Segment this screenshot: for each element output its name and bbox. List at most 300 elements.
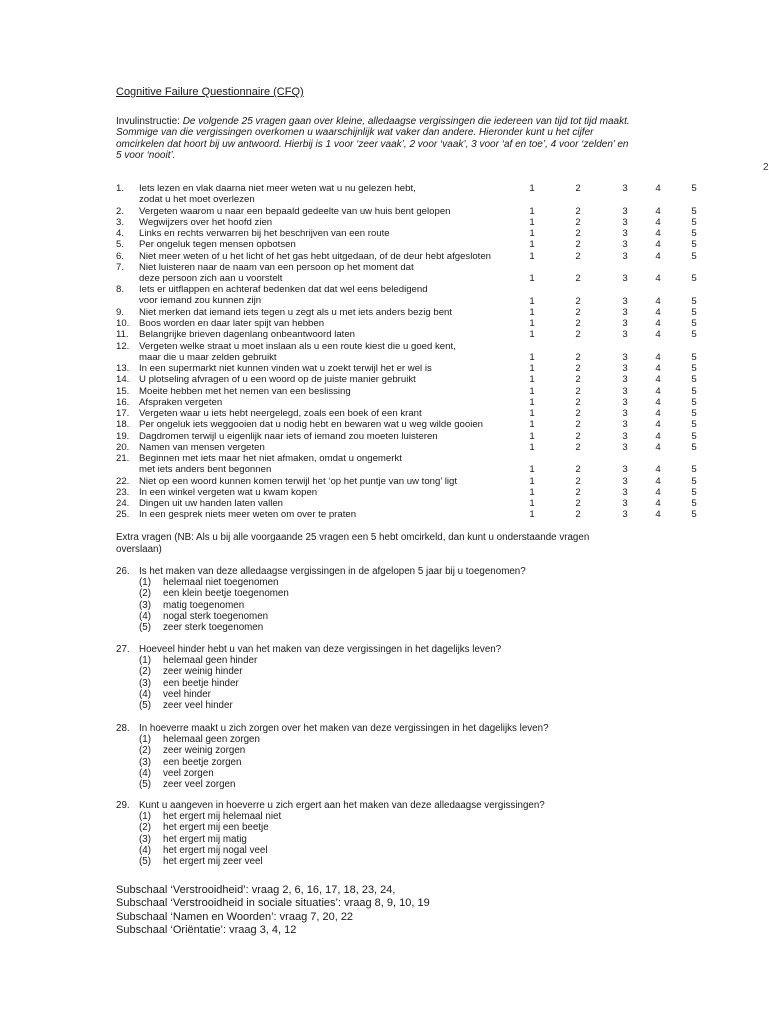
- scale-option-3[interactable]: 3: [622, 318, 628, 329]
- scale-option-3[interactable]: 3: [622, 441, 628, 453]
- question-item: [0, 386, 768, 397]
- answer-option-number: (5): [139, 856, 151, 867]
- question-text-line: Afspraken vergeten: [139, 396, 223, 408]
- scale-option-4[interactable]: 4: [655, 408, 661, 419]
- scale-option-5[interactable]: 5: [691, 363, 697, 374]
- question-text-line: Dingen uit uw handen laten vallen: [139, 498, 284, 509]
- scale-option-5[interactable]: 5: [691, 509, 697, 521]
- question-number: 22.: [116, 475, 130, 487]
- answer-option[interactable]: [139, 588, 289, 599]
- scale-option-5[interactable]: 5: [691, 228, 697, 239]
- scale-option-5[interactable]: 5: [691, 464, 697, 476]
- answer-option[interactable]: [139, 611, 268, 622]
- scale-option-1[interactable]: 1: [529, 441, 535, 453]
- scale-option-2[interactable]: 2: [575, 498, 581, 509]
- question-number: 15.: [116, 385, 130, 397]
- scale-option-1[interactable]: 1: [529, 475, 535, 487]
- scale-option-5[interactable]: 5: [691, 430, 697, 442]
- scale-option-4[interactable]: 4: [655, 216, 661, 228]
- scale-option-1[interactable]: 1: [529, 306, 535, 318]
- question-text-line: Niet luisteren naar de naam van een persoon op het moment dat: [139, 261, 414, 273]
- question-item: [0, 228, 768, 239]
- answer-option[interactable]: [139, 834, 247, 845]
- question-number: 18.: [116, 419, 130, 431]
- scale-option-2[interactable]: 2: [575, 509, 581, 521]
- scale-option-5[interactable]: 5: [691, 351, 697, 363]
- scale-option-1[interactable]: 1: [529, 374, 535, 386]
- scale-option-1[interactable]: 1: [529, 318, 535, 329]
- answer-option-number: (4): [139, 767, 151, 779]
- question-number: 23.: [116, 486, 130, 498]
- scale-option-2[interactable]: 2: [575, 295, 581, 307]
- scale-option-4[interactable]: 4: [655, 509, 661, 521]
- question-item: [0, 341, 768, 364]
- extra-questions-note: Extra vragen (NB: Als u bij alle voorgaande 25 vragen een 5 hebt omcirkeld, dan kunt u onderstaande vragen overslaan): [116, 532, 590, 555]
- scale-option-4[interactable]: 4: [655, 498, 661, 509]
- scale-option-4[interactable]: 4: [655, 419, 661, 431]
- scale-option-1[interactable]: 1: [529, 363, 535, 374]
- scale-option-1[interactable]: 1: [529, 273, 535, 284]
- scale-option-2[interactable]: 2: [575, 419, 581, 431]
- scale-option-2[interactable]: 2: [575, 273, 581, 284]
- question-text-line: In een supermarkt niet kunnen vinden wat u zoekt terwijl het er wel is: [139, 363, 432, 374]
- question-number: 21.: [116, 453, 130, 464]
- question-text-line: Beginnen met iets maar het niet afmaken, omdat u ongemerkt: [139, 453, 402, 464]
- question-item: [0, 431, 768, 442]
- question-text: [139, 341, 456, 363]
- question-text-line: Belangrijke brieven dagenlang onbeantwoord laten: [139, 329, 356, 341]
- question-number: 24.: [116, 498, 130, 509]
- question-number: 13.: [116, 363, 130, 374]
- answer-option-label: veel zorgen: [163, 767, 214, 779]
- scale-option-4[interactable]: 4: [655, 183, 661, 194]
- answer-option-label: nogal sterk toegenomen: [163, 610, 269, 622]
- scale-option-4[interactable]: 4: [655, 441, 661, 453]
- scale-option-3[interactable]: 3: [622, 363, 628, 374]
- answer-option[interactable]: [139, 666, 243, 677]
- extra-question-text: Kunt u aangeven in hoeverre u zich ergert aan het maken van deze alledaagse vergissingen?: [139, 800, 545, 811]
- question-number: 20.: [116, 441, 130, 453]
- answer-option-number: (4): [139, 844, 151, 856]
- scale-option-3[interactable]: 3: [622, 498, 628, 509]
- scale-option-4[interactable]: 4: [655, 295, 661, 307]
- question-text: [139, 397, 222, 408]
- scale-option-3[interactable]: 3: [622, 329, 628, 341]
- question-text-line: voor iemand zou kunnen zijn: [139, 295, 262, 307]
- answer-option-label: zeer veel hinder: [163, 700, 233, 711]
- scale-option-3[interactable]: 3: [622, 475, 628, 487]
- question-item: [0, 498, 768, 509]
- scale-option-3[interactable]: 3: [622, 509, 628, 521]
- question-text: [139, 487, 317, 498]
- scale-option-1[interactable]: 1: [529, 408, 535, 419]
- answer-option-label: veel hinder: [163, 688, 211, 700]
- scale-option-4[interactable]: 4: [655, 239, 661, 251]
- extra-question: [116, 723, 676, 790]
- answer-option-label: matig toegenomen: [163, 599, 245, 611]
- question-item: [0, 363, 768, 374]
- scale-option-3[interactable]: 3: [622, 216, 628, 228]
- answer-option[interactable]: [139, 678, 239, 689]
- answer-option-number: (4): [139, 610, 151, 622]
- scale-option-3[interactable]: 3: [622, 408, 628, 419]
- question-number: 8.: [116, 284, 125, 296]
- instructions-label: Invulinstructie:: [116, 116, 183, 127]
- scale-option-2[interactable]: 2: [575, 351, 581, 363]
- question-text: [139, 431, 438, 442]
- answer-option-number: (2): [139, 666, 151, 678]
- question-item: [0, 509, 768, 520]
- scale-option-5[interactable]: 5: [691, 205, 697, 217]
- answer-option-label: zeer weinig hinder: [163, 666, 243, 678]
- answer-option[interactable]: [139, 689, 211, 700]
- subscale-line: Subschaal ‘Verstrooidheid’: vraag 2, 6, 16, 17, 18, 23, 24,: [116, 884, 396, 896]
- subscale-line: Subschaal ‘Namen en Woorden’: vraag 7, 20, 22: [116, 910, 354, 923]
- scale-option-5[interactable]: 5: [691, 250, 697, 262]
- answer-option-label: een klein beetje toegenomen: [163, 588, 289, 600]
- scale-option-1[interactable]: 1: [529, 329, 535, 341]
- scale-option-2[interactable]: 2: [575, 228, 581, 239]
- scale-option-2[interactable]: 2: [575, 441, 581, 453]
- instructions-line: 5 voor ‘nooit’.: [116, 150, 176, 162]
- scale-option-2[interactable]: 2: [575, 475, 581, 487]
- question-number: 17.: [116, 408, 130, 419]
- scale-option-2[interactable]: 2: [575, 183, 581, 194]
- question-text: [139, 476, 457, 487]
- question-text-line: Per ongeluk iets weggooien dat u nodig hebt en bewaren wat u weg wilde gooien: [139, 419, 484, 431]
- question-text: [139, 329, 355, 340]
- question-item: [0, 453, 768, 476]
- answer-option-label: zeer veel zorgen: [163, 779, 236, 790]
- scale-option-2[interactable]: 2: [575, 239, 581, 251]
- question-number: 3.: [116, 216, 125, 228]
- scale-option-3[interactable]: 3: [622, 228, 628, 239]
- question-item: [0, 262, 768, 285]
- scale-option-3[interactable]: 3: [622, 486, 628, 498]
- scale-option-2[interactable]: 2: [575, 486, 581, 498]
- scale-option-4[interactable]: 4: [655, 374, 661, 386]
- scale-option-5[interactable]: 5: [691, 486, 697, 498]
- scale-option-2[interactable]: 2: [575, 396, 581, 408]
- question-number: 16.: [116, 396, 130, 408]
- question-text-line: Moeite hebben met het nemen van een beslissing: [139, 385, 351, 397]
- question-text-line: Wegwijzers over het hoofd zien: [139, 216, 273, 228]
- question-number: 2.: [116, 205, 125, 217]
- scale-option-3[interactable]: 3: [622, 396, 628, 408]
- question-text-line: Boos worden en daar later spijt van hebben: [139, 318, 325, 329]
- question-item: [0, 329, 768, 340]
- scale-option-5[interactable]: 5: [691, 475, 697, 487]
- scale-option-3[interactable]: 3: [622, 385, 628, 397]
- answer-option-number: (5): [139, 779, 151, 790]
- scale-option-1[interactable]: 1: [529, 250, 535, 262]
- question-text-line: Vergeten waarom u naar een bepaald gedeelte van uw huis bent gelopen: [139, 205, 451, 217]
- answer-option[interactable]: [139, 779, 235, 790]
- scale-option-2[interactable]: 2: [575, 408, 581, 419]
- answer-option[interactable]: [139, 600, 244, 611]
- question-item: [0, 251, 768, 262]
- question-text: [139, 498, 283, 509]
- question-number: 12.: [116, 340, 130, 352]
- question-text: [139, 284, 428, 306]
- subscale-line: Subschaal ‘Oriëntatie’: vraag 3, 4, 12: [116, 924, 297, 937]
- scale-option-5[interactable]: 5: [691, 306, 697, 318]
- question-item: [0, 442, 768, 453]
- scale-option-4[interactable]: 4: [655, 396, 661, 408]
- scale-option-1[interactable]: 1: [529, 464, 535, 476]
- scale-option-2[interactable]: 2: [575, 216, 581, 228]
- answer-option-label: helemaal niet toegenomen: [163, 577, 279, 589]
- question-text-line: Vergeten waar u iets hebt neergelegd, zoals een boek of een krant: [139, 408, 422, 419]
- answer-option-label: helemaal geen hinder: [163, 655, 258, 667]
- answer-option-number: (3): [139, 833, 151, 845]
- question-item: [0, 183, 768, 206]
- answer-option[interactable]: [139, 757, 241, 768]
- subscales: [116, 884, 430, 938]
- scale-option-3[interactable]: 3: [622, 351, 628, 363]
- scale-option-1[interactable]: 1: [529, 396, 535, 408]
- scale-option-5[interactable]: 5: [691, 329, 697, 341]
- scale-option-4[interactable]: 4: [655, 363, 661, 374]
- scale-option-1[interactable]: 1: [529, 498, 535, 509]
- question-text: [139, 442, 265, 453]
- scale-option-2[interactable]: 2: [575, 318, 581, 329]
- scale-option-4[interactable]: 4: [655, 351, 661, 363]
- scale-option-5[interactable]: 5: [691, 498, 697, 509]
- scale-option-5[interactable]: 5: [691, 419, 697, 431]
- scale-option-2[interactable]: 2: [575, 250, 581, 262]
- question-text: [139, 509, 356, 520]
- answer-option-label: het ergert mij zeer veel: [163, 856, 263, 867]
- scale-option-3[interactable]: 3: [622, 374, 628, 386]
- scale-option-4[interactable]: 4: [655, 430, 661, 442]
- question-number: 6.: [116, 250, 125, 262]
- question-text-line: deze persoon zich aan u voorstelt: [139, 272, 283, 284]
- scale-option-2[interactable]: 2: [575, 385, 581, 397]
- question-text-line: Per ongeluk tegen mensen opbotsen: [139, 239, 296, 251]
- question-text: [139, 318, 324, 329]
- scale-option-2[interactable]: 2: [575, 329, 581, 341]
- scale-option-4[interactable]: 4: [655, 464, 661, 476]
- scale-option-2[interactable]: 2: [575, 430, 581, 442]
- question-item: [0, 239, 768, 250]
- scale-option-3[interactable]: 3: [622, 295, 628, 307]
- answer-option[interactable]: [139, 745, 245, 756]
- extra-question-text: Hoeveel hinder hebt u van het maken van deze vergissingen in het dagelijks leven?: [139, 644, 502, 655]
- question-number: 7.: [116, 261, 125, 273]
- question-text: [139, 307, 452, 318]
- extra-question-number: 26.: [116, 566, 130, 577]
- answer-option-number: (2): [139, 588, 151, 600]
- scale-option-1[interactable]: 1: [529, 205, 535, 217]
- answer-option-label: zeer sterk toegenomen: [163, 622, 264, 633]
- extra-question: [116, 566, 676, 633]
- scale-option-4[interactable]: 4: [655, 205, 661, 217]
- scale-option-2[interactable]: 2: [575, 464, 581, 476]
- question-item: [0, 397, 768, 408]
- question-number: 10.: [116, 318, 130, 329]
- question-item: [0, 206, 768, 217]
- question-text: [139, 374, 416, 385]
- question-text-line: In een winkel vergeten wat u kwam kopen: [139, 486, 318, 498]
- scale-option-4[interactable]: 4: [655, 486, 661, 498]
- scale-option-4[interactable]: 4: [655, 273, 661, 284]
- question-text-line: Niet merken dat iemand iets tegen u zegt als u met iets anders bezig bent: [139, 306, 453, 318]
- answer-option-label: zeer weinig zorgen: [163, 745, 246, 757]
- question-number: 11.: [116, 329, 129, 341]
- question-item: [0, 408, 768, 419]
- scale-option-4[interactable]: 4: [655, 228, 661, 239]
- scale-option-1[interactable]: 1: [529, 295, 535, 307]
- scale-option-3[interactable]: 3: [622, 306, 628, 318]
- answer-option[interactable]: [139, 700, 233, 711]
- answer-option[interactable]: [139, 577, 278, 588]
- answer-option-number: (5): [139, 700, 151, 711]
- question-item: [0, 318, 768, 329]
- question-text-line: Niet op een woord kunnen komen terwijl het ‘op het puntje van uw tong’ ligt: [139, 475, 458, 487]
- scale-option-1[interactable]: 1: [529, 228, 535, 239]
- extra-question-number: 29.: [116, 800, 130, 811]
- scale-option-5[interactable]: 5: [691, 396, 697, 408]
- answer-option[interactable]: [139, 655, 257, 666]
- extra-question-number: 28.: [116, 723, 130, 734]
- scale-option-5[interactable]: 5: [691, 273, 697, 284]
- question-item: [0, 284, 768, 307]
- scale-option-3[interactable]: 3: [622, 430, 628, 442]
- question-text: [139, 453, 402, 475]
- answer-option[interactable]: [139, 822, 269, 833]
- scale-option-4[interactable]: 4: [655, 329, 661, 341]
- question-text: [139, 262, 414, 284]
- page-number: 2: [763, 162, 769, 173]
- answer-option-number: (3): [139, 599, 151, 611]
- scale-option-4[interactable]: 4: [655, 318, 661, 329]
- question-text: [139, 251, 491, 262]
- answer-option[interactable]: [139, 845, 268, 856]
- scale-option-1[interactable]: 1: [529, 239, 535, 251]
- extra-question: [116, 644, 676, 711]
- question-text-line: Niet meer weten of u het licht of het gas hebt uitgedaan, of de deur hebt afgesloten: [139, 250, 492, 262]
- question-text: [139, 183, 416, 205]
- scale-option-3[interactable]: 3: [622, 183, 628, 194]
- scale-option-3[interactable]: 3: [622, 205, 628, 217]
- scale-option-3[interactable]: 3: [622, 464, 628, 476]
- scale-option-3[interactable]: 3: [622, 239, 628, 251]
- answer-option-label: het ergert mij helemaal niet: [163, 811, 282, 823]
- page-title: Cognitive Failure Questionnaire (CFQ): [116, 86, 304, 98]
- answer-option[interactable]: [139, 856, 263, 867]
- scale-option-2[interactable]: 2: [575, 205, 581, 217]
- answer-option-number: (1): [139, 577, 151, 589]
- question-item: [0, 487, 768, 498]
- scale-option-2[interactable]: 2: [575, 306, 581, 318]
- extra-question: [116, 800, 676, 867]
- scale-option-4[interactable]: 4: [655, 475, 661, 487]
- scale-option-1[interactable]: 1: [529, 486, 535, 498]
- question-text-line: Links en rechts verwarren bij het beschrijven van een route: [139, 228, 390, 239]
- scale-option-1[interactable]: 1: [529, 419, 535, 431]
- scale-option-5[interactable]: 5: [691, 183, 697, 194]
- question-number: 9.: [116, 306, 125, 318]
- answer-option[interactable]: [139, 734, 260, 745]
- question-item: [0, 476, 768, 487]
- scale-option-1[interactable]: 1: [529, 509, 535, 521]
- question-item: [0, 419, 768, 430]
- scale-option-4[interactable]: 4: [655, 306, 661, 318]
- question-text: [139, 363, 432, 374]
- scale-option-1[interactable]: 1: [529, 183, 535, 194]
- scale-option-3[interactable]: 3: [622, 250, 628, 262]
- answer-option-number: (3): [139, 677, 151, 689]
- question-number: 1.: [116, 183, 125, 194]
- answer-option[interactable]: [139, 768, 214, 779]
- scale-option-1[interactable]: 1: [529, 385, 535, 397]
- scale-option-5[interactable]: 5: [691, 295, 697, 307]
- answer-option-number: (3): [139, 756, 151, 768]
- answer-option-number: (1): [139, 734, 151, 746]
- question-text: [139, 408, 422, 419]
- question-text-line: In een gesprek niets meer weten om over te praten: [139, 509, 357, 521]
- answer-option-number: (1): [139, 655, 151, 667]
- question-text-line: Vergeten welke straat u moet inslaan als u een route kiest die u goed kent,: [139, 340, 456, 352]
- answer-option[interactable]: [139, 622, 263, 633]
- question-number: 25.: [116, 509, 130, 521]
- question-text: [139, 206, 451, 217]
- question-number: 4.: [116, 228, 125, 239]
- question-item: [0, 217, 768, 228]
- answer-option-number: (5): [139, 622, 151, 633]
- answer-option[interactable]: [139, 811, 281, 822]
- question-text: [139, 386, 351, 397]
- question-text: [139, 239, 296, 250]
- scale-option-4[interactable]: 4: [655, 250, 661, 262]
- scale-option-5[interactable]: 5: [691, 239, 697, 251]
- scale-option-1[interactable]: 1: [529, 216, 535, 228]
- scale-option-3[interactable]: 3: [622, 419, 628, 431]
- scale-option-1[interactable]: 1: [529, 430, 535, 442]
- answer-option-number: (2): [139, 822, 151, 834]
- question-text-line: zodat u het moet overlezen: [139, 194, 255, 206]
- scale-option-4[interactable]: 4: [655, 385, 661, 397]
- question-text-line: U plotseling afvragen of u een woord op de juiste manier gebruikt: [139, 374, 416, 386]
- scale-option-3[interactable]: 3: [622, 273, 628, 284]
- question-item: [0, 374, 768, 385]
- question-number: 19.: [116, 430, 130, 442]
- question-item: [0, 307, 768, 318]
- instructions-line: Sommige van die vergissingen overkomen u waarschijnlijk wat vaker dan andere. Hieronder kunt u het cijfer: [116, 127, 594, 139]
- instructions-line: omcirkelen dat hoort bij uw antwoord. Hierbij is 1 voor ‘zeer vaak’, 2 voor ‘vaak’, 3 voor ‘af en toe’, 4 voor ‘zelden’ en: [116, 138, 629, 150]
- question-number: 5.: [116, 239, 125, 251]
- answer-option-number: (1): [139, 811, 151, 823]
- question-text-line: Namen van mensen vergeten: [139, 441, 265, 453]
- scale-option-5[interactable]: 5: [691, 374, 697, 386]
- question-text: [139, 419, 483, 430]
- scale-option-1[interactable]: 1: [529, 351, 535, 363]
- scale-option-5[interactable]: 5: [691, 441, 697, 453]
- extra-question-number: 27.: [116, 644, 130, 655]
- question-text: [139, 228, 390, 239]
- scale-option-5[interactable]: 5: [691, 385, 697, 397]
- scale-option-2[interactable]: 2: [575, 374, 581, 386]
- question-number: 14.: [116, 374, 130, 386]
- scale-option-2[interactable]: 2: [575, 363, 581, 374]
- scale-option-5[interactable]: 5: [691, 408, 697, 419]
- answer-option-label: het ergert mij matig: [163, 833, 247, 845]
- question-text-line: Iets er uitflappen en achteraf bedenken dat dat wel eens beledigend: [139, 284, 428, 296]
- answer-option-label: het ergert mij nogal veel: [163, 844, 268, 856]
- scale-option-5[interactable]: 5: [691, 216, 697, 228]
- scale-option-5[interactable]: 5: [691, 318, 697, 329]
